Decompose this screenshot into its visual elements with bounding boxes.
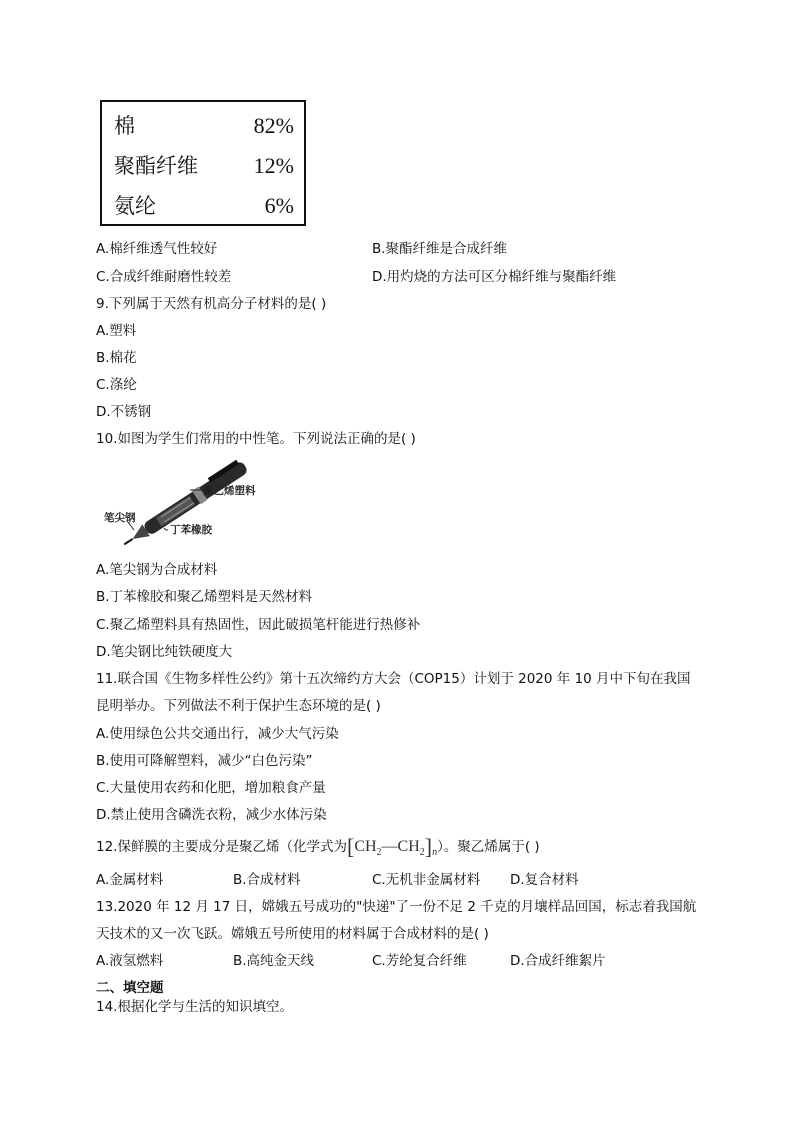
gel-pen-illustration	[98, 458, 273, 553]
q11-option-b: B.使用可降解塑料，减少“白色污染”	[96, 753, 313, 769]
fabric-label-table	[100, 100, 306, 226]
q13-option-d: D.合成纤维絮片	[510, 953, 606, 969]
formula-sub: 2	[376, 847, 382, 859]
q9-option-b: B.棉花	[96, 350, 137, 366]
q11-stem-line1: 11.联合国《生物多样性公约》第十五次缔约方大会（COP15）计划于 2020 年 10 月中下旬在我国	[96, 671, 691, 687]
q10-stem: 10.如图为学生们常用的中性笔。下列说法正确的是( )	[96, 431, 416, 447]
q12-stem	[96, 834, 540, 862]
label-row-name: 棉	[114, 114, 135, 138]
q13-option-a: A.液氢燃料	[96, 953, 164, 969]
q14-stem: 14.根据化学与生活的知识填空。	[96, 999, 293, 1015]
label-pen-tip-steel: 笔尖钢	[104, 512, 136, 524]
label-row-name: 聚酯纤维	[114, 154, 198, 178]
q12-stem-prefix: 12.保鲜膜的主要成分是聚乙烯（化学式为	[96, 839, 347, 855]
q13-stem-line1: 13.2020 年 12 月 17 日，嫦娥五号成功的"快递"了一份不足 2 千克的月壤样品回国，标志着我国航	[96, 899, 697, 915]
q11-option-c: C.大量使用农药和化肥，增加粮食产量	[96, 780, 326, 796]
formula-ch: CH	[397, 838, 420, 855]
q11-option-a: A.使用绿色公共交通出行，减少大气污染	[96, 726, 339, 742]
q9-stem: 9.下列属于天然有机高分子材料的是( )	[96, 296, 327, 312]
formula-n: n	[432, 847, 438, 859]
q9-option-a: A.塑料	[96, 323, 137, 339]
q11-option-d: D.禁止使用含磷洗衣粉，减少水体污染	[96, 807, 327, 823]
q12-option-d: D.复合材料	[510, 872, 579, 888]
label-row-spandex	[114, 191, 294, 221]
label-row-name: 氨纶	[114, 194, 156, 218]
q13-option-b: B.高纯金天线	[233, 953, 315, 969]
q13-stem-line2: 天技术的又一次飞跃。嫦娥五号所使用的材料属于合成材料的是( )	[96, 926, 489, 942]
q10-option-a: A.笔尖钢为合成材料	[96, 562, 218, 578]
q9-option-d: D.不锈钢	[96, 404, 152, 420]
q8-option-d: D.用灼烧的方法可区分棉纤维与聚酯纤维	[372, 269, 617, 285]
q12-option-c: C.无机非金属材料	[372, 872, 481, 888]
q13-option-c: C.芳纶复合纤维	[372, 953, 467, 969]
polyethylene-formula: $[CH_2—CH_2]_n$	[346, 834, 438, 859]
q8-option-b: B.聚酯纤维是合成纤维	[372, 241, 508, 257]
q8-option-a: A.棉纤维透气性较好	[96, 241, 218, 257]
label-polyethylene-plastic: 聚乙烯塑料	[203, 485, 256, 497]
q12-option-a: A.金属材料	[96, 872, 164, 888]
q10-option-d: D.笔尖钢比纯铁硬度大	[96, 644, 233, 660]
q12-stem-suffix: ）。聚乙烯属于( )	[437, 839, 540, 855]
formula-ch: CH	[354, 838, 377, 855]
section-heading: 二、填空题	[96, 980, 164, 996]
pen-figure	[98, 458, 273, 553]
label-styrene-butadiene-rubber: 丁苯橡胶	[170, 524, 212, 536]
label-row-cotton	[114, 111, 294, 141]
label-row-value: 82%	[253, 113, 294, 138]
q10-option-c: C.聚乙烯塑料具有热固性，因此破损笔杆能进行热修补	[96, 617, 421, 633]
q8-option-c: C.合成纤维耐磨性较差	[96, 269, 232, 285]
q10-option-b: B.丁苯橡胶和聚乙烯塑料是天然材料	[96, 589, 313, 605]
q11-stem-line2: 昆明举办。下列做法不利于保护生态环境的是( )	[96, 698, 381, 714]
label-row-value: 6%	[264, 193, 294, 218]
q9-option-c: C.涤纶	[96, 377, 137, 393]
label-row-value: 12%	[253, 153, 294, 178]
formula-bond: —	[381, 838, 398, 855]
label-row-polyester	[114, 151, 294, 181]
q12-option-b: B.合成材料	[233, 872, 301, 888]
formula-sub: 2	[419, 847, 425, 859]
